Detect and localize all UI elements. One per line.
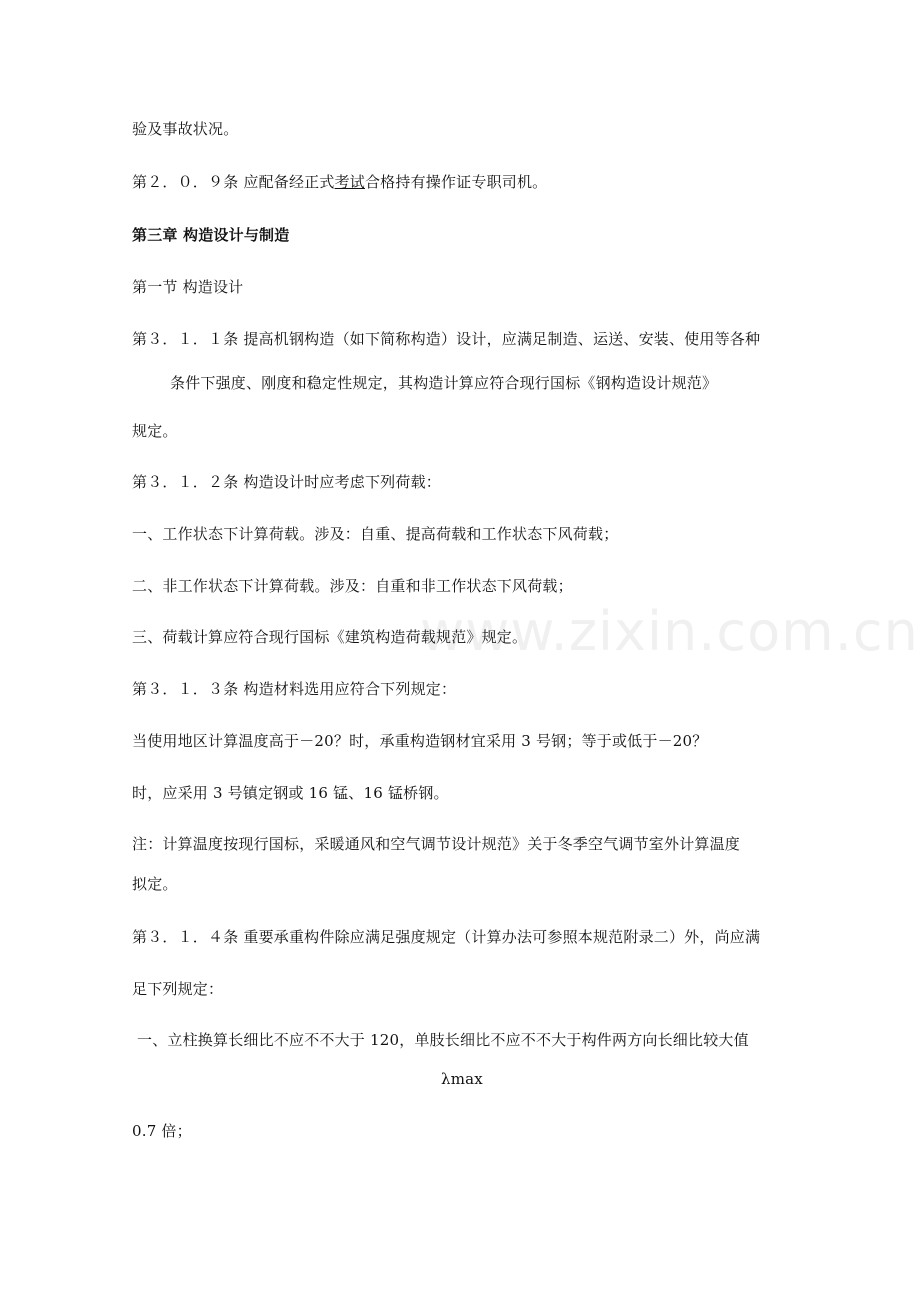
chapter-title: 第三章 构造设计与制造 — [132, 226, 290, 244]
material-rule-line-1: 当使用地区计算温度高于－20？时，承重构造钢材宜采用 3 号钢；等于或低于－20？ — [132, 732, 708, 750]
load-item-3: 三、荷载计算应符合现行国标《建筑构造荷载规范》规定。 — [132, 628, 528, 646]
slenderness-rule-line-1: 一、立柱换算长细比不应不不大于 120，单肢长细比不应不不大于构件两方向长细比较大值 — [137, 1031, 749, 1049]
lambda-max-symbol: λmax — [441, 1070, 483, 1088]
note-line-2: 拟定。 — [132, 875, 178, 893]
load-item-2: 二、非工作状态下计算荷载。涉及：自重和非工作状态下风荷载； — [132, 577, 573, 595]
load-item-1: 一、工作状态下计算荷载。涉及：自重、提高荷载和工作状态下风荷载； — [132, 525, 619, 543]
text-line-1: 验及事故状况。 — [132, 120, 239, 138]
material-rule-line-2: 时，应采用 3 号镇定钢或 16 锰、16 锰桥钢。 — [132, 784, 449, 802]
article-3-1-3: 第３．１．３条 构造材料选用应符合下列规定： — [132, 680, 457, 698]
article-3-1-1-line-2: 条件下强度、刚度和稳定性规定，其构造计算应符合现行国标《钢构造设计规范》 — [170, 374, 718, 392]
article-3-1-1-line-1: 第３．１．１条 提高机钢构造（如下简称构造）设计，应满足制造、运送、安装、使用等各种 — [132, 330, 761, 348]
section-title: 第一节 构造设计 — [132, 278, 244, 296]
exam-link-text: 考试 — [334, 173, 365, 191]
article-2-0-9-prefix: 第２．０．９条 应配备经正式 — [132, 173, 335, 191]
watermark-text: www.zixin.com.cn — [420, 600, 919, 663]
article-2-0-9-suffix: 合格持有操作证专职司机。 — [364, 173, 548, 191]
article-3-1-4-line-1: 第３．１．４条 重要承重构件除应满足强度规定（计算办法可参照本规范附录二）外，尚应满 — [132, 928, 761, 946]
slenderness-rule-line-2: 0.7 倍； — [132, 1122, 192, 1140]
article-3-1-2: 第３．１．２条 构造设计时应考虑下列荷载： — [132, 473, 441, 491]
article-3-1-1-line-3: 规定。 — [132, 422, 178, 440]
article-3-1-4-line-2: 足下列规定： — [132, 980, 224, 998]
article-2-0-9 — [132, 172, 547, 192]
note-line-1: 注：计算温度按现行国标，采暖通风和空气调节设计规范》关于冬季空气调节室外计算温度 — [132, 835, 741, 853]
